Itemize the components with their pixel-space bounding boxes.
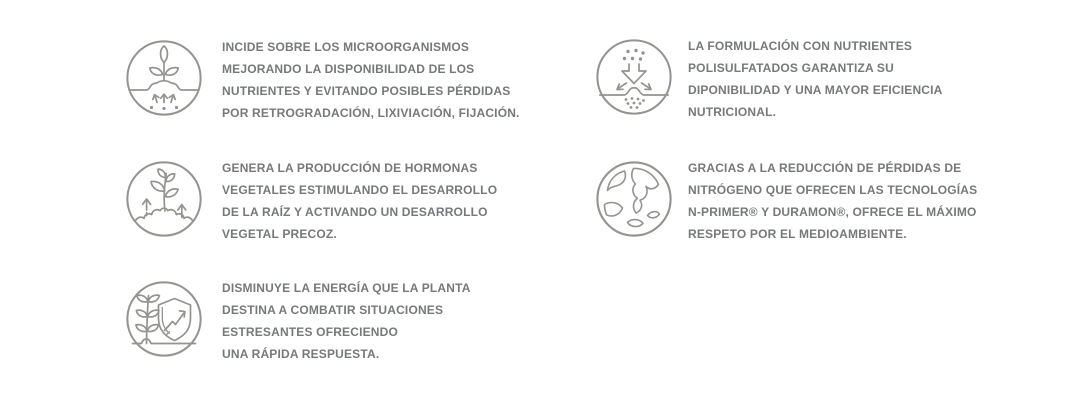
feature-line: DE LA RAÍZ Y ACTIVANDO UN DESARROLLO: [222, 205, 488, 219]
feature-line: DISMINUYE LA ENERGÍA QUE LA PLANTA: [222, 281, 471, 295]
feature-item-stress: [125, 280, 471, 365]
feature-line: GENERA LA PRODUCCIÓN DE HORMONAS: [222, 161, 478, 175]
feature-line: POR RETROGRADACIÓN, LIXIVIACIÓN, FIJACIÓN.: [222, 106, 520, 120]
feature-line: LA FORMULACIÓN CON NUTRIENTES: [688, 39, 913, 53]
plant-growth-hormones-icon: [125, 160, 203, 238]
feature-line: GRACIAS A LA REDUCCIÓN DE PÉRDIDAS DE: [688, 161, 962, 175]
plant-shield-stress-icon: [125, 280, 203, 358]
feature-text: [222, 277, 471, 365]
feature-line: DESTINA A COMBATIR SITUACIONES: [222, 303, 444, 317]
feature-item-hormones: [125, 160, 497, 245]
feature-item-polysulphate: [595, 38, 943, 123]
feature-line: DIPONIBILIDAD Y UNA MAYOR EFICIENCIA: [688, 83, 943, 97]
feature-line: RESPETO POR EL MEDIOAMBIENTE.: [688, 227, 907, 241]
feature-line: NUTRICIONAL.: [688, 105, 777, 119]
feature-line: UNA RÁPIDA RESPUESTA.: [222, 347, 380, 361]
soil-microorganisms-icon: [125, 39, 203, 117]
polysulphate-nutrients-soil-icon: [595, 38, 673, 116]
feature-text: [222, 157, 497, 245]
feature-text: [222, 36, 520, 124]
feature-line: INCIDE SOBRE LOS MICROORGANISMOS: [222, 40, 470, 54]
feature-line: NUTRIENTES Y EVITANDO POSIBLES PÉRDIDAS: [222, 84, 511, 98]
feature-text: [688, 157, 977, 245]
feature-line: N-PRIMER® Y DURAMON®, OFRECE EL MÁXIMO: [688, 205, 977, 219]
globe-environment-icon: [595, 160, 673, 238]
feature-line: VEGETALES ESTIMULANDO EL DESARROLLO: [222, 183, 498, 197]
feature-text: [688, 35, 943, 123]
feature-line: ESTRESANTES OFRECIENDO: [222, 325, 398, 339]
feature-line: NITRÓGENO QUE OFRECEN LAS TECNOLOGÍAS: [688, 183, 978, 197]
feature-item-microorganisms: [125, 39, 520, 124]
feature-line: VEGETAL PRECOZ.: [222, 227, 337, 241]
feature-line: MEJORANDO LA DISPONIBILIDAD DE LOS: [222, 62, 475, 76]
feature-item-environment: [595, 160, 977, 245]
feature-line: POLISULFATADOS GARANTIZA SU: [688, 61, 894, 75]
